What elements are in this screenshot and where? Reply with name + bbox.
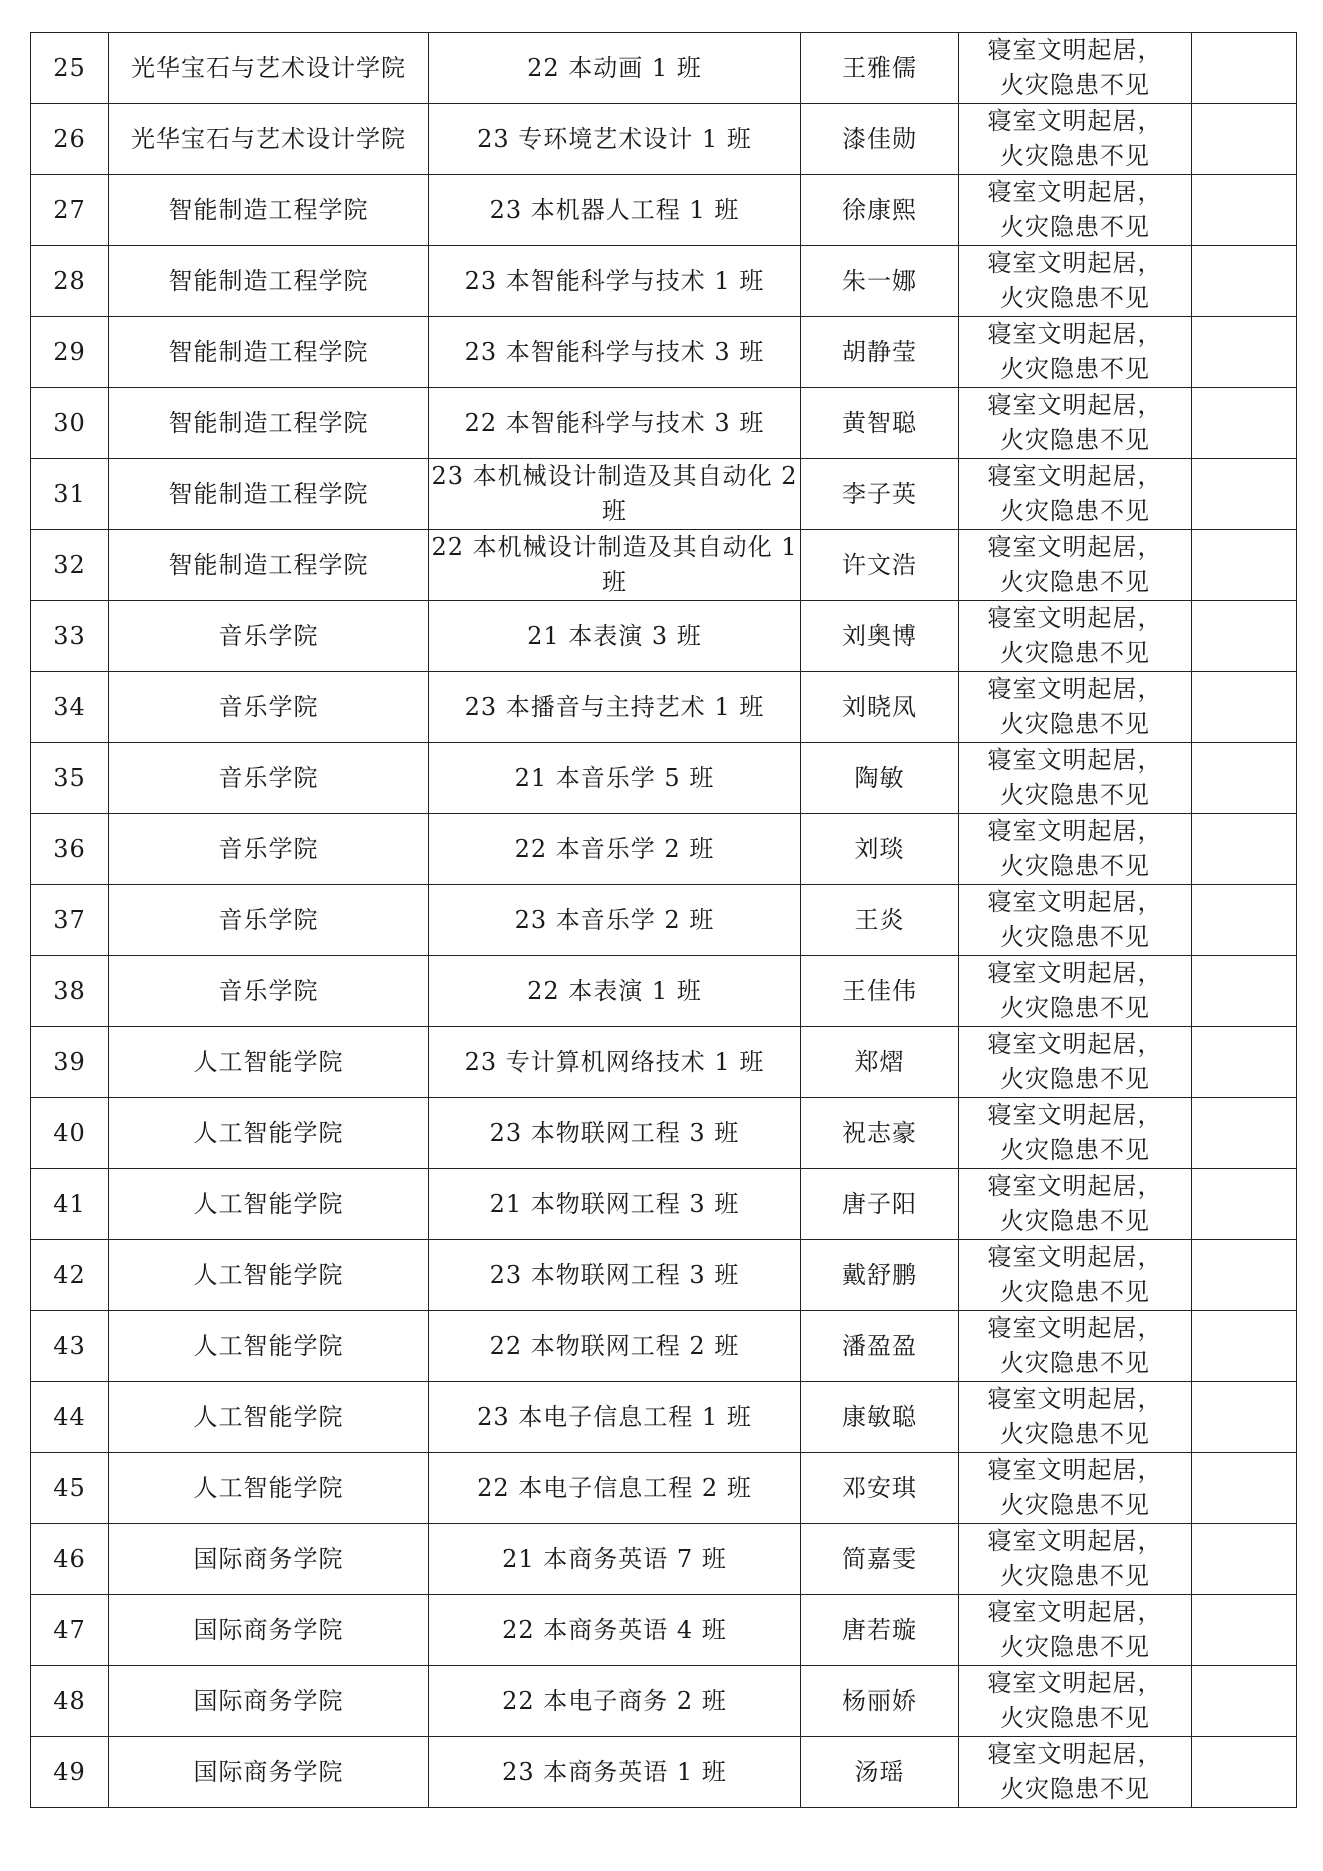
theme-line-2: 火灾隐患不见 [1000,781,1150,809]
theme-line-1: 寝室文明起居， [987,533,1163,561]
class-cell: 23 本电子信息工程 1 班 [429,1382,801,1453]
theme-line-1: 寝室文明起居， [987,178,1163,206]
theme-line-1: 寝室文明起居， [987,391,1163,419]
note-cell [1192,1311,1297,1382]
theme-line-2: 火灾隐患不见 [1000,142,1150,170]
note-cell [1192,1737,1297,1808]
theme-line-2: 火灾隐患不见 [1000,213,1150,241]
student-name-cell: 邓安琪 [801,1453,959,1524]
college-cell: 国际商务学院 [109,1595,429,1666]
table-row [31,672,1297,743]
note-cell [1192,317,1297,388]
theme-cell [959,601,1192,672]
class-cell: 23 本智能科学与技术 1 班 [429,246,801,317]
theme-line-1: 寝室文明起居， [987,1172,1163,1200]
student-name-cell: 戴舒鹏 [801,1240,959,1311]
table-row [31,601,1297,672]
class-cell: 23 本机械设计制造及其自动化 2 班 [429,459,801,530]
student-name-cell: 唐子阳 [801,1169,959,1240]
theme-line-2: 火灾隐患不见 [1000,1704,1150,1732]
table-row [31,1453,1297,1524]
theme-cell [959,1453,1192,1524]
row-number: 49 [31,1737,109,1808]
student-name-cell: 潘盈盈 [801,1311,959,1382]
student-name-cell: 黄智聪 [801,388,959,459]
table-row [31,1382,1297,1453]
theme-line-2: 火灾隐患不见 [1000,1775,1150,1803]
student-name-cell: 简嘉雯 [801,1524,959,1595]
student-name-cell: 刘奥博 [801,601,959,672]
college-cell: 国际商务学院 [109,1737,429,1808]
student-name-cell: 王炎 [801,885,959,956]
table-row [31,1737,1297,1808]
college-cell: 人工智能学院 [109,1382,429,1453]
note-cell [1192,388,1297,459]
theme-line-1: 寝室文明起居， [987,1527,1163,1555]
class-cell: 21 本物联网工程 3 班 [429,1169,801,1240]
table-row [31,388,1297,459]
theme-line-2: 火灾隐患不见 [1000,568,1150,596]
theme-line-2: 火灾隐患不见 [1000,1633,1150,1661]
theme-cell [959,459,1192,530]
student-name-cell: 祝志豪 [801,1098,959,1169]
row-number: 31 [31,459,109,530]
theme-line-2: 火灾隐患不见 [1000,1136,1150,1164]
row-number: 32 [31,530,109,601]
theme-cell [959,1311,1192,1382]
theme-line-1: 寝室文明起居， [987,320,1163,348]
college-cell: 人工智能学院 [109,1098,429,1169]
table-row [31,1311,1297,1382]
theme-line-1: 寝室文明起居， [987,1101,1163,1129]
college-cell: 音乐学院 [109,956,429,1027]
table-row [31,459,1297,530]
class-cell: 21 本音乐学 5 班 [429,743,801,814]
note-cell [1192,530,1297,601]
note-cell [1192,1453,1297,1524]
row-number: 26 [31,104,109,175]
theme-line-2: 火灾隐患不见 [1000,284,1150,312]
college-cell: 智能制造工程学院 [109,388,429,459]
note-cell [1192,814,1297,885]
theme-cell [959,1737,1192,1808]
student-name-cell: 郑熠 [801,1027,959,1098]
note-cell [1192,1169,1297,1240]
class-cell: 23 专环境艺术设计 1 班 [429,104,801,175]
theme-line-1: 寝室文明起居， [987,959,1163,987]
theme-line-2: 火灾隐患不见 [1000,1491,1150,1519]
note-cell [1192,1595,1297,1666]
student-name-cell: 刘晓凤 [801,672,959,743]
student-name-cell: 胡静莹 [801,317,959,388]
theme-cell [959,104,1192,175]
class-cell: 22 本智能科学与技术 3 班 [429,388,801,459]
note-cell [1192,1240,1297,1311]
class-cell: 22 本动画 1 班 [429,33,801,104]
row-number: 37 [31,885,109,956]
college-cell: 光华宝石与艺术设计学院 [109,104,429,175]
college-cell: 人工智能学院 [109,1027,429,1098]
theme-cell [959,1027,1192,1098]
college-cell: 人工智能学院 [109,1311,429,1382]
student-name-cell: 许文浩 [801,530,959,601]
theme-line-1: 寝室文明起居， [987,1456,1163,1484]
theme-line-2: 火灾隐患不见 [1000,1349,1150,1377]
theme-line-1: 寝室文明起居， [987,462,1163,490]
theme-line-1: 寝室文明起居， [987,1669,1163,1697]
note-cell [1192,743,1297,814]
theme-line-1: 寝室文明起居， [987,888,1163,916]
note-cell [1192,885,1297,956]
theme-line-1: 寝室文明起居， [987,249,1163,277]
theme-cell [959,1382,1192,1453]
row-number: 48 [31,1666,109,1737]
row-number: 27 [31,175,109,246]
class-cell: 21 本商务英语 7 班 [429,1524,801,1595]
theme-cell [959,743,1192,814]
theme-cell [959,175,1192,246]
table-row [31,743,1297,814]
theme-line-2: 火灾隐患不见 [1000,852,1150,880]
note-cell [1192,672,1297,743]
row-number: 36 [31,814,109,885]
theme-line-2: 火灾隐患不见 [1000,710,1150,738]
class-cell: 23 本播音与主持艺术 1 班 [429,672,801,743]
award-table [30,32,1297,1808]
table-row [31,814,1297,885]
student-name-cell: 朱一娜 [801,246,959,317]
note-cell [1192,459,1297,530]
college-cell: 音乐学院 [109,672,429,743]
theme-line-2: 火灾隐患不见 [1000,639,1150,667]
theme-cell [959,388,1192,459]
note-cell [1192,246,1297,317]
row-number: 41 [31,1169,109,1240]
theme-line-1: 寝室文明起居， [987,1740,1163,1768]
theme-cell [959,1595,1192,1666]
college-cell: 人工智能学院 [109,1240,429,1311]
table-row [31,33,1297,104]
student-name-cell: 王佳伟 [801,956,959,1027]
table-row [31,104,1297,175]
row-number: 42 [31,1240,109,1311]
theme-cell [959,1098,1192,1169]
row-number: 46 [31,1524,109,1595]
college-cell: 音乐学院 [109,885,429,956]
theme-cell [959,956,1192,1027]
theme-line-1: 寝室文明起居， [987,675,1163,703]
theme-line-1: 寝室文明起居， [987,1030,1163,1058]
class-cell: 23 本智能科学与技术 3 班 [429,317,801,388]
college-cell: 音乐学院 [109,814,429,885]
table-row [31,1169,1297,1240]
table-row [31,1595,1297,1666]
row-number: 25 [31,33,109,104]
class-cell: 22 本音乐学 2 班 [429,814,801,885]
table-row [31,885,1297,956]
row-number: 44 [31,1382,109,1453]
class-cell: 23 本物联网工程 3 班 [429,1240,801,1311]
row-number: 38 [31,956,109,1027]
theme-cell [959,672,1192,743]
class-cell: 23 专计算机网络技术 1 班 [429,1027,801,1098]
student-name-cell: 唐若璇 [801,1595,959,1666]
table-row [31,1240,1297,1311]
college-cell: 光华宝石与艺术设计学院 [109,33,429,104]
table-row [31,175,1297,246]
theme-line-2: 火灾隐患不见 [1000,1207,1150,1235]
table-row [31,530,1297,601]
table-row [31,246,1297,317]
theme-cell [959,1524,1192,1595]
table-row [31,1524,1297,1595]
table-row [31,1027,1297,1098]
college-cell: 智能制造工程学院 [109,175,429,246]
college-cell: 智能制造工程学院 [109,317,429,388]
table-row [31,1098,1297,1169]
theme-cell [959,1240,1192,1311]
row-number: 47 [31,1595,109,1666]
note-cell [1192,33,1297,104]
class-cell: 22 本表演 1 班 [429,956,801,1027]
document-page [30,32,1297,1808]
student-name-cell: 康敏聪 [801,1382,959,1453]
theme-line-2: 火灾隐患不见 [1000,1065,1150,1093]
theme-line-1: 寝室文明起居， [987,1243,1163,1271]
theme-line-2: 火灾隐患不见 [1000,1420,1150,1448]
class-cell: 23 本物联网工程 3 班 [429,1098,801,1169]
row-number: 35 [31,743,109,814]
theme-line-1: 寝室文明起居， [987,36,1163,64]
table-row [31,956,1297,1027]
theme-cell [959,814,1192,885]
theme-cell [959,530,1192,601]
theme-cell [959,317,1192,388]
note-cell [1192,175,1297,246]
row-number: 29 [31,317,109,388]
student-name-cell: 汤瑶 [801,1737,959,1808]
note-cell [1192,601,1297,672]
class-cell: 22 本电子商务 2 班 [429,1666,801,1737]
table-body [31,33,1297,1808]
class-cell: 22 本电子信息工程 2 班 [429,1453,801,1524]
student-name-cell: 漆佳勋 [801,104,959,175]
theme-line-1: 寝室文明起居， [987,817,1163,845]
college-cell: 智能制造工程学院 [109,246,429,317]
class-cell: 23 本音乐学 2 班 [429,885,801,956]
theme-line-2: 火灾隐患不见 [1000,426,1150,454]
theme-cell [959,885,1192,956]
theme-line-1: 寝室文明起居， [987,1385,1163,1413]
note-cell [1192,1098,1297,1169]
note-cell [1192,104,1297,175]
college-cell: 智能制造工程学院 [109,530,429,601]
note-cell [1192,1524,1297,1595]
class-cell: 22 本机械设计制造及其自动化 1 班 [429,530,801,601]
student-name-cell: 王雅儒 [801,33,959,104]
college-cell: 国际商务学院 [109,1524,429,1595]
college-cell: 人工智能学院 [109,1453,429,1524]
row-number: 40 [31,1098,109,1169]
theme-line-2: 火灾隐患不见 [1000,1562,1150,1590]
theme-cell [959,246,1192,317]
row-number: 33 [31,601,109,672]
theme-cell [959,33,1192,104]
college-cell: 智能制造工程学院 [109,459,429,530]
theme-line-2: 火灾隐患不见 [1000,923,1150,951]
theme-line-2: 火灾隐患不见 [1000,1278,1150,1306]
class-cell: 23 本商务英语 1 班 [429,1737,801,1808]
theme-line-1: 寝室文明起居， [987,604,1163,632]
theme-line-2: 火灾隐患不见 [1000,994,1150,1022]
college-cell: 音乐学院 [109,601,429,672]
note-cell [1192,1382,1297,1453]
row-number: 43 [31,1311,109,1382]
note-cell [1192,1666,1297,1737]
note-cell [1192,956,1297,1027]
theme-line-1: 寝室文明起居， [987,746,1163,774]
theme-line-1: 寝室文明起居， [987,107,1163,135]
class-cell: 21 本表演 3 班 [429,601,801,672]
table-row [31,317,1297,388]
table-row [31,1666,1297,1737]
theme-line-2: 火灾隐患不见 [1000,71,1150,99]
row-number: 45 [31,1453,109,1524]
theme-cell [959,1666,1192,1737]
row-number: 28 [31,246,109,317]
class-cell: 23 本机器人工程 1 班 [429,175,801,246]
row-number: 39 [31,1027,109,1098]
class-cell: 22 本物联网工程 2 班 [429,1311,801,1382]
row-number: 34 [31,672,109,743]
college-cell: 国际商务学院 [109,1666,429,1737]
class-cell: 22 本商务英语 4 班 [429,1595,801,1666]
theme-line-1: 寝室文明起居， [987,1314,1163,1342]
student-name-cell: 李子英 [801,459,959,530]
student-name-cell: 徐康熙 [801,175,959,246]
note-cell [1192,1027,1297,1098]
theme-line-2: 火灾隐患不见 [1000,497,1150,525]
student-name-cell: 陶敏 [801,743,959,814]
college-cell: 人工智能学院 [109,1169,429,1240]
college-cell: 音乐学院 [109,743,429,814]
student-name-cell: 刘琰 [801,814,959,885]
theme-line-1: 寝室文明起居， [987,1598,1163,1626]
theme-line-2: 火灾隐患不见 [1000,355,1150,383]
student-name-cell: 杨丽娇 [801,1666,959,1737]
theme-cell [959,1169,1192,1240]
row-number: 30 [31,388,109,459]
